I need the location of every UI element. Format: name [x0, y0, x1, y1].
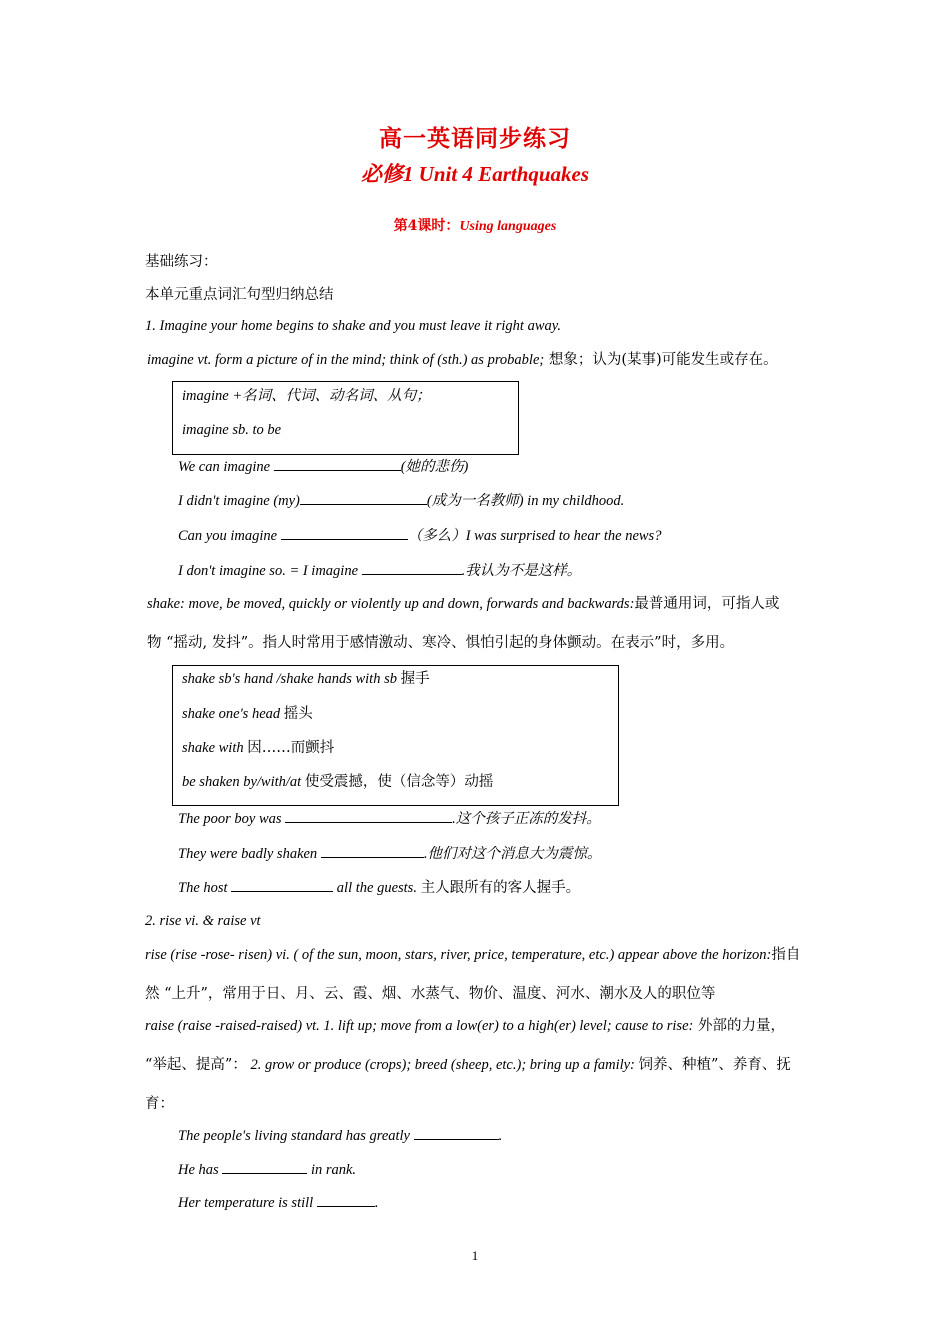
answer-blank[interactable]	[321, 843, 424, 858]
shake-example-1: The poor boy was .这个孩子正冻的发抖。	[178, 808, 601, 829]
rise-example-2: He has in rank.	[178, 1159, 356, 1180]
shake-box-line: shake with 因……而颤抖	[182, 740, 335, 756]
lesson-name: Using languages	[459, 219, 557, 234]
shake-example-2: They were badly shaken .他们对这个消息大为震惊。	[178, 843, 601, 864]
rise-definition-cont: 然 “上升”，常用于日、月、云、霞、烟、水蒸气、物价、温度、河水、潮水及人的职位等	[145, 986, 716, 1002]
rise-example-1: The people's living standard has greatly .	[178, 1125, 502, 1146]
raise-definition-end: 育：	[145, 1096, 174, 1112]
lesson-title	[0, 215, 950, 235]
answer-blank[interactable]	[231, 877, 333, 892]
imagine-box-line: imagine sb. to be	[182, 422, 282, 438]
answer-blank[interactable]	[362, 560, 462, 575]
shake-box-line: shake sb's hand /shake hands with sb 握手	[182, 671, 430, 687]
section-summary: 本单元重点词汇句型归纳总结	[145, 287, 334, 303]
shake-definition: shake: move, be moved, quickly or violently up and down, forwards and backwards:最普通用词，可指人或	[147, 596, 780, 612]
item1-heading: 1. Imagine your home begins to shake and you must leave it right away.	[145, 318, 562, 334]
imagine-box-line: imagine +名词、代词、动名词、从句；	[182, 388, 431, 404]
imagine-example-1: We can imagine (她的悲伤)	[178, 456, 468, 477]
section-basic: 基础练习：	[145, 254, 218, 270]
shake-definition-cont: 物 “摇动, 发抖”。指人时常用于感情激动、寒冷、惧怕引起的身体颤动。在表示”时，多用。	[147, 635, 735, 651]
raise-definition-cont: “举起、提高”： 2. grow or produce (crops); breed (sheep, etc.); bring up a family: 饲养、种植”、养育、抚	[145, 1057, 791, 1073]
lesson-prefix: 第4课时：	[393, 218, 460, 234]
imagine-example-2: I didn't imagine (my) (成为一名教师) in my childhood.	[178, 490, 624, 511]
shake-box-line: shake one's head 摇头	[182, 706, 313, 722]
imagine-usage-box	[172, 381, 519, 455]
imagine-def-cn: 想象；认为(某事)可能发生或存在。	[544, 352, 778, 368]
shake-box-line: be shaken by/with/at 使受震撼，使（信念等）动摇	[182, 774, 494, 790]
imagine-def-en: imagine vt. form a picture of in the mind; think of (sth.) as probable;	[147, 352, 545, 368]
answer-blank[interactable]	[281, 525, 408, 540]
answer-blank[interactable]	[274, 456, 401, 471]
answer-blank[interactable]	[300, 490, 427, 505]
imagine-definition	[147, 350, 778, 370]
unit-title: 必修1 Unit 4 Earthquakes	[360, 162, 590, 186]
shake-example-3: The host all the guests. 主人跟所有的客人握手。	[178, 877, 580, 898]
imagine-example-3: Can you imagine （多么）I was surprised to hear the news?	[178, 525, 661, 546]
raise-definition: raise (raise -raised-raised) vt. 1. lift up; move from a low(er) to a high(er) level; cause to rise: 外部的力量，	[145, 1018, 785, 1034]
document-title: 高一英语同步练习	[379, 125, 571, 152]
answer-blank[interactable]	[285, 808, 452, 823]
rise-example-3: Her temperature is still .	[178, 1192, 378, 1213]
shake-usage-box	[172, 665, 619, 806]
rise-definition: rise (rise -rose- risen) vi. ( of the sun, moon, stars, river, price, temperature, etc.) appear above the horizon:指自	[145, 947, 801, 963]
answer-blank[interactable]	[317, 1192, 375, 1207]
imagine-example-4: I don't imagine so. = I imagine .我认为不是这样。	[178, 560, 581, 581]
page-number: 1	[471, 1248, 479, 1263]
answer-blank[interactable]	[222, 1159, 307, 1174]
answer-blank[interactable]	[414, 1125, 499, 1140]
item2-heading: 2. rise vi. & raise vt	[145, 913, 261, 929]
